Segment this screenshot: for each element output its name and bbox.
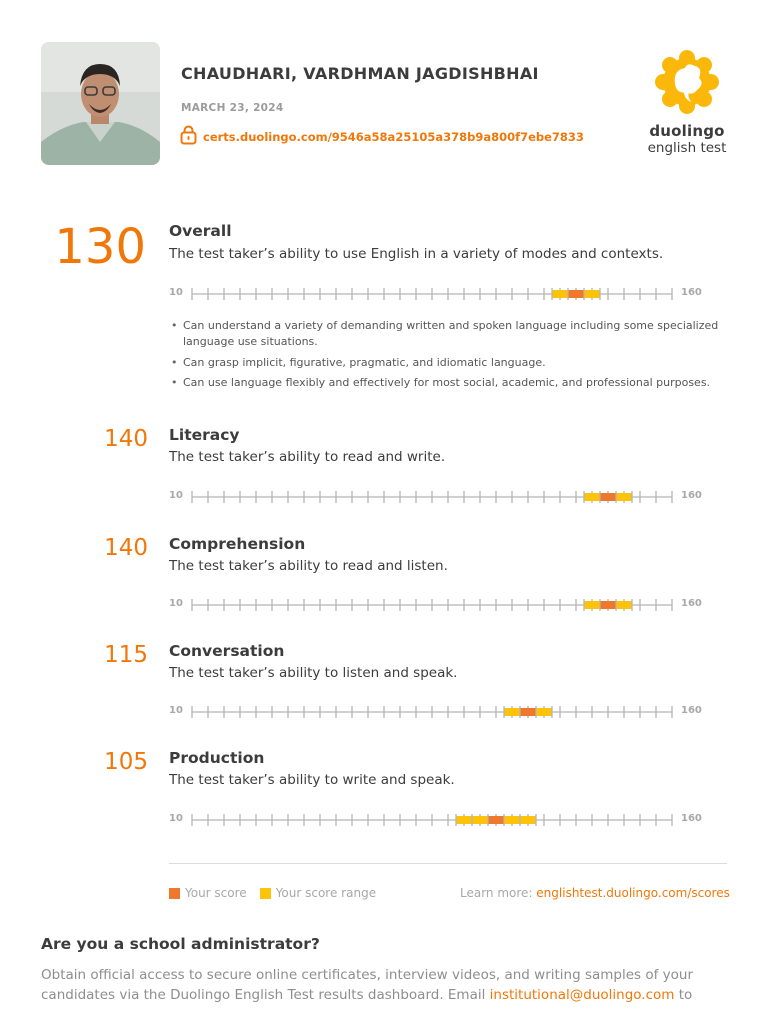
scale-max-label: 160 bbox=[681, 287, 702, 298]
scale-min-label: 10 bbox=[169, 287, 183, 298]
scale-min-label: 10 bbox=[169, 813, 183, 824]
test-taker-photo bbox=[41, 42, 160, 165]
descriptor-item: • Can grasp implicit, figurative, pragmatic, and idiomatic language. bbox=[170, 355, 730, 371]
subscore-value: 105 bbox=[104, 749, 148, 775]
subscore-scale-bar bbox=[188, 597, 676, 613]
subscore-scale-bar bbox=[188, 489, 676, 505]
learn-more bbox=[460, 886, 730, 900]
logo-subtitle: english test bbox=[647, 140, 727, 156]
test-taker-name: CHAUDHARI, VARDHMAN JAGDISHBHAI bbox=[181, 64, 539, 83]
your-score-swatch bbox=[169, 888, 180, 899]
subscore-value: 140 bbox=[104, 535, 148, 561]
admin-text-end: to bbox=[674, 987, 693, 1003]
learn-more-link[interactable]: englishtest.duolingo.com/scores bbox=[536, 886, 730, 900]
overall-score-scale bbox=[169, 286, 709, 302]
admin-paragraph bbox=[41, 965, 741, 1005]
overall-scale-bar bbox=[188, 286, 676, 302]
overall-descriptor-list bbox=[170, 318, 730, 396]
subscore-scale bbox=[169, 489, 709, 505]
score-legend bbox=[169, 886, 376, 900]
scale-max-label: 160 bbox=[681, 598, 702, 609]
overall-title: Overall bbox=[169, 222, 232, 240]
subscore-title: Production bbox=[169, 749, 265, 767]
scale-min-label: 10 bbox=[169, 490, 183, 501]
logo-wordmark: duolingo bbox=[649, 122, 725, 140]
subscore-value: 115 bbox=[104, 642, 148, 668]
legend-score-range: Your score range bbox=[275, 886, 377, 900]
score-mark bbox=[520, 708, 536, 716]
scale-max-label: 160 bbox=[681, 705, 702, 716]
subscore-description: The test taker’s ability to listen and speak. bbox=[169, 665, 458, 681]
admin-email-link[interactable]: institutional@duolingo.com bbox=[489, 987, 675, 1003]
score-mark bbox=[600, 493, 616, 501]
score-mark bbox=[568, 290, 584, 298]
certificate-url-link[interactable]: certs.duolingo.com/9546a58a25105a378b9a800f7ebe7833 bbox=[203, 129, 584, 144]
descriptor-item: • Can understand a variety of demanding written and spoken language including some specialized language use situations. bbox=[170, 318, 730, 350]
duolingo-english-test-logo bbox=[640, 46, 734, 156]
subscore-description: The test taker’s ability to write and speak. bbox=[169, 772, 455, 788]
admin-heading: Are you a school administrator? bbox=[41, 935, 320, 953]
scale-max-label: 160 bbox=[681, 490, 702, 501]
overall-score: 130 bbox=[54, 219, 146, 275]
subscore-scale bbox=[169, 597, 709, 613]
lock-icon bbox=[180, 124, 197, 149]
subscore-title: Literacy bbox=[169, 426, 240, 444]
subscore-scale-bar bbox=[188, 812, 676, 828]
subscore-description: The test taker’s ability to read and listen. bbox=[169, 558, 448, 574]
subscore-title: Conversation bbox=[169, 642, 285, 660]
score-range-swatch bbox=[260, 888, 271, 899]
learn-more-label: Learn more: bbox=[460, 886, 537, 900]
test-date: MARCH 23, 2024 bbox=[181, 102, 284, 114]
certificate-link-row[interactable] bbox=[180, 124, 584, 149]
overall-description: The test taker’s ability to use English in a variety of modes and contexts. bbox=[169, 246, 664, 262]
score-mark bbox=[600, 601, 616, 609]
subscore-title: Comprehension bbox=[169, 535, 306, 553]
footer-divider bbox=[169, 863, 727, 864]
score-mark bbox=[488, 816, 504, 824]
subscore-value: 140 bbox=[104, 426, 148, 452]
subscore-description: The test taker’s ability to read and write. bbox=[169, 449, 446, 465]
subscore-scale bbox=[169, 812, 709, 828]
subscore-scale bbox=[169, 704, 709, 720]
scale-min-label: 10 bbox=[169, 598, 183, 609]
subscore-scale-bar bbox=[188, 704, 676, 720]
admin-text: Obtain official access to secure online certificates, interview videos, and writing samples of your candidates via the Duolingo English Test results dashboard. Email bbox=[41, 967, 694, 1003]
descriptor-item: • Can use language flexibly and effectively for most social, academic, and professional purposes. bbox=[170, 375, 730, 391]
duolingo-owl-logo bbox=[653, 46, 721, 116]
scale-min-label: 10 bbox=[169, 705, 183, 716]
legend-your-score: Your score bbox=[185, 886, 247, 900]
scale-max-label: 160 bbox=[681, 813, 702, 824]
